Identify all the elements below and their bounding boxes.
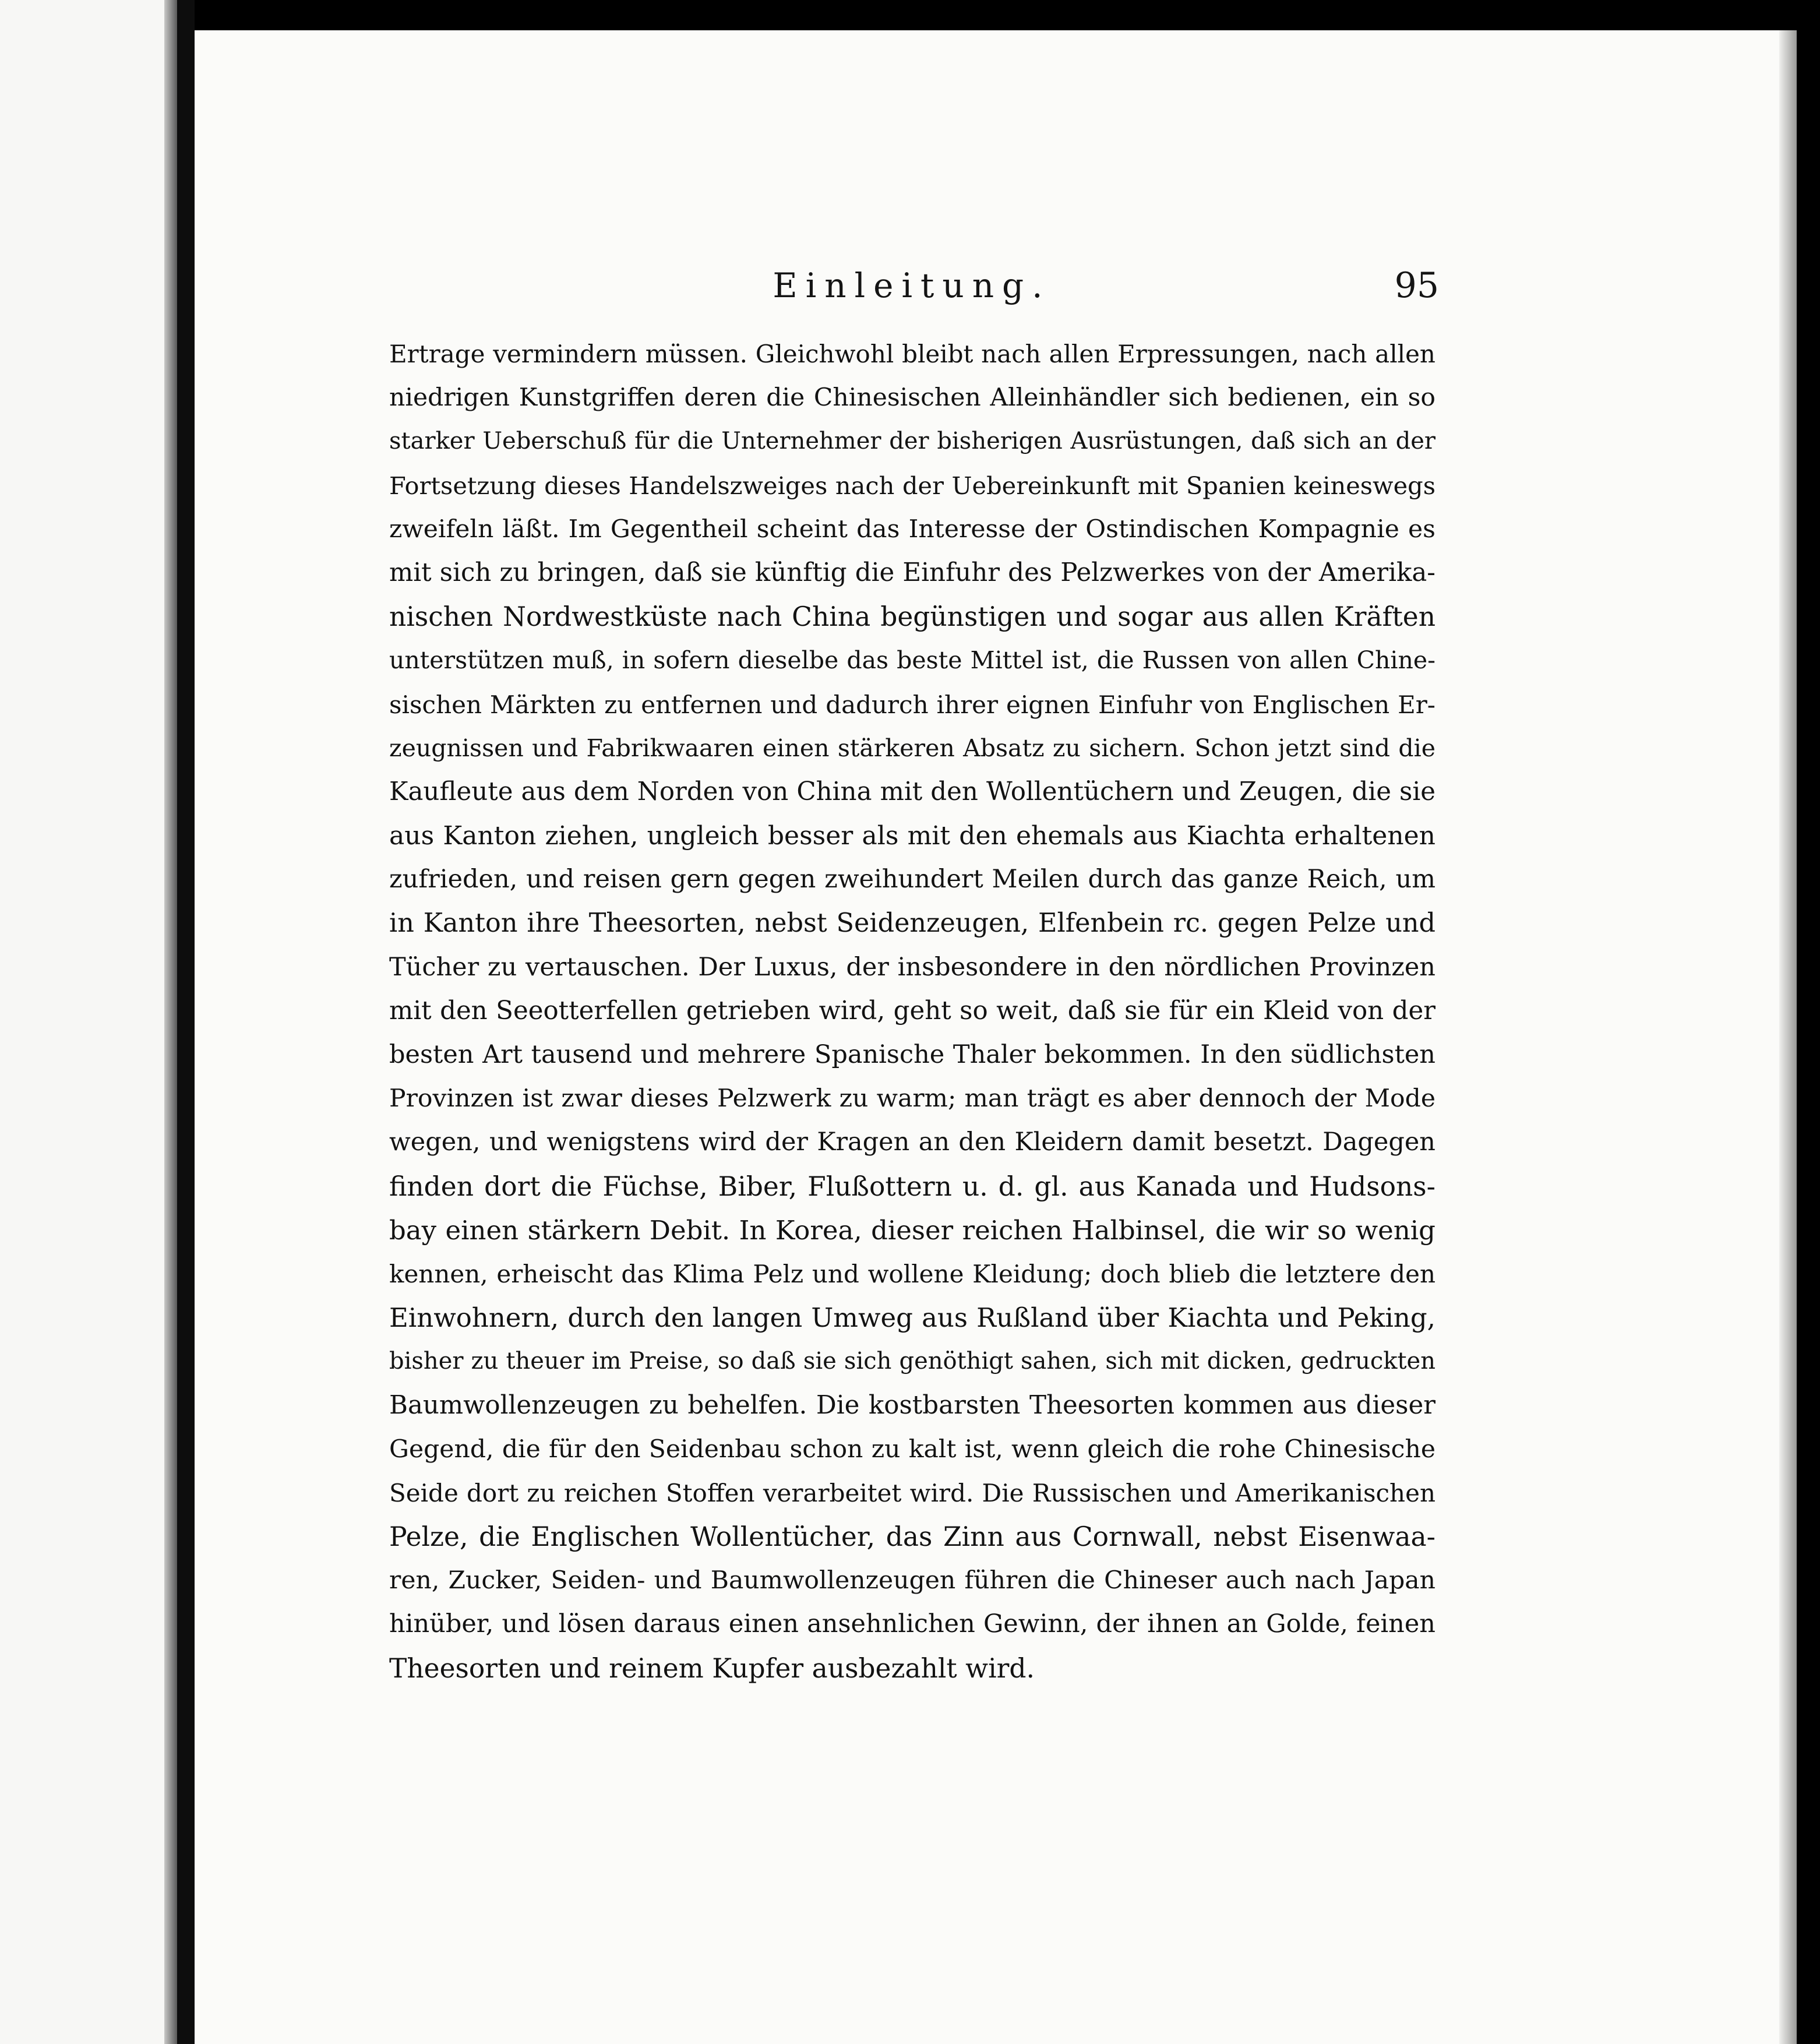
text-line: zeugnissen und Fabrikwaaren einen stärkeren Absatz zu sichern. Schon jetzt sind die xyxy=(389,734,1435,762)
text-line: in Kanton ihre Theesorten, nebst Seidenzeugen, Elfenbein rc. gegen Pelze und xyxy=(389,908,1435,939)
page-number: 95 xyxy=(1394,265,1439,306)
text-line: mit den Seeotterfellen getrieben wird, geht so weit, daß sie für ein Kleid von der xyxy=(389,996,1435,1025)
text-line: ren, Zucker, Seiden- und Baumwollenzeugen führen die Chineser auch nach Japan xyxy=(389,1566,1435,1595)
text-line: starker Ueberschuß für die Unternehmer der bisherigen Ausrüstungen, daß sich an der xyxy=(389,428,1435,455)
text-line: unterstützen muß, in sofern dieselbe das beste Mittel ist, die Russen von allen Chine- xyxy=(389,646,1435,675)
text-line: Provinzen ist zwar dieses Pelzwerk zu warm; man trägt es aber dennoch der Mode xyxy=(389,1084,1435,1113)
page-header xyxy=(385,259,1439,312)
text-line: bay einen stärkern Debit. In Korea, dieser reichen Halbinsel, die wir so wenig xyxy=(389,1214,1435,1246)
text-line: Einwohnern, durch den langen Umweg aus Rußland über Kiachta und Peking, xyxy=(389,1302,1435,1334)
text-line: wegen, und wenigstens wird der Kragen an den Kleidern damit besetzt. Dagegen xyxy=(389,1127,1435,1157)
text-line: Kaufleute aus dem Norden von China mit den Wollentüchern und Zeugen, die sie xyxy=(389,777,1435,806)
text-line: Pelze, die Englischen Wollentücher, das Zinn aus Cornwall, nebst Eisenwaa- xyxy=(389,1521,1435,1553)
running-head: Einleitung. xyxy=(773,266,1051,305)
text-line: zufrieden, und reisen gern gegen zweihundert Meilen durch das ganze Reich, um xyxy=(389,865,1435,894)
body-text xyxy=(389,332,1435,1690)
text-line: nischen Nordwestküste nach China begünstigen und sogar aus allen Kräften xyxy=(389,601,1435,633)
text-line: Seide dort zu reichen Stoffen verarbeitet wird. Die Russischen und Amerikanischen xyxy=(389,1478,1435,1507)
text-line: mit sich zu bringen, daß sie künftig die Einfuhr des Pelzwerkes von der Amerika- xyxy=(389,558,1435,587)
text-line: besten Art tausend und mehrere Spanische Thaler bekommen. In den südlichsten xyxy=(389,1040,1435,1069)
left-page-shadow xyxy=(164,0,177,2044)
text-line: Gegend, die für den Seidenbau schon zu kalt ist, wenn gleich die rohe Chinesische xyxy=(389,1435,1435,1464)
text-line: Theesorten und reinem Kupfer ausbezahlt wird. xyxy=(389,1652,1035,1684)
text-line: zweifeln läßt. Im Gegentheil scheint das Interesse der Ostindischen Kompagnie es xyxy=(389,514,1435,544)
text-line: finden dort die Füchse, Biber, Flußottern u. d. gl. aus Kanada und Hudsons- xyxy=(389,1171,1435,1202)
left-page-edge xyxy=(0,0,181,2044)
text-line: hinüber, und lösen daraus einen ansehnlichen Gewinn, der ihnen an Golde, feinen xyxy=(389,1609,1435,1639)
right-page-edge xyxy=(1779,30,1797,2044)
book-gutter xyxy=(177,0,195,2044)
text-line: Tücher zu vertauschen. Der Luxus, der insbesondere in den nördlichen Provinzen xyxy=(389,952,1435,982)
text-line: sischen Märkten zu entfernen und dadurch ihrer eignen Einfuhr von Englischen Er- xyxy=(389,690,1435,719)
text-line: Fortsetzung dieses Handelszweiges nach der Uebereinkunft mit Spanien keineswegs xyxy=(389,471,1435,500)
text-line: niedrigen Kunstgriffen deren die Chinesischen Alleinhändler sich bedienen, ein so xyxy=(389,383,1435,413)
text-line: aus Kanton ziehen, ungleich besser als mit den ehemals aus Kiachta erhaltenen xyxy=(389,821,1435,851)
text-line: bisher zu theuer im Preise, so daß sie sich genöthigt sahen, sich mit dicken, gedruckten xyxy=(389,1348,1435,1375)
text-line: kennen, erheischt das Klima Pelz und wollene Kleidung; doch blieb die letztere den xyxy=(389,1259,1435,1288)
text-line: Ertrage vermindern müssen. Gleichwohl bleibt nach allen Erpressungen, nach allen xyxy=(389,340,1435,368)
text-line: Baumwollenzeugen zu behelfen. Die kostbarsten Theesorten kommen aus dieser xyxy=(389,1390,1435,1420)
